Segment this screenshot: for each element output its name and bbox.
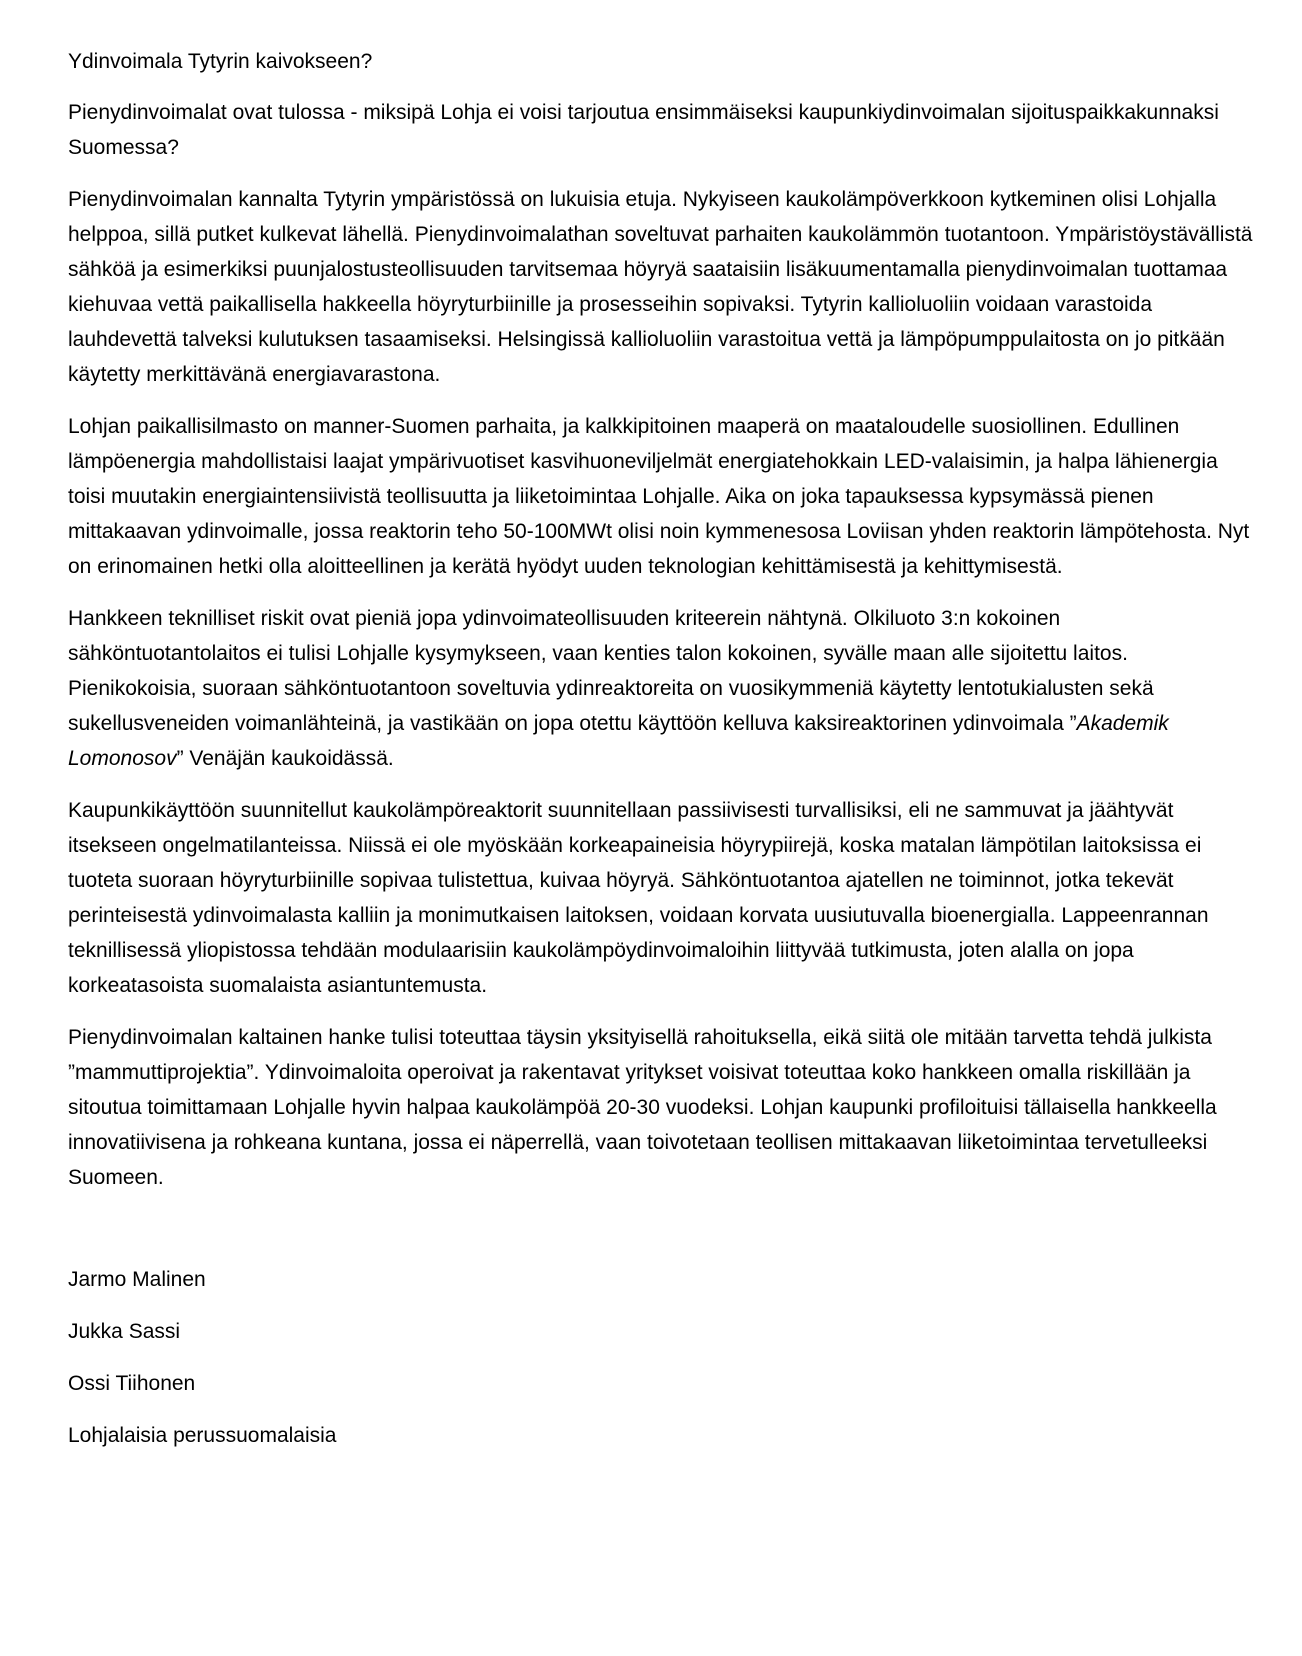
paragraph-risks-text-end: ” Venäjän kaukoidässä. — [176, 747, 394, 770]
signature-name: Jarmo Malinen — [68, 1268, 206, 1291]
paragraph-risks — [68, 601, 1258, 776]
paragraph-funding: Pienydinvoimalan kaltainen hanke tulisi toteuttaa täysin yksityisellä rahoituksella, eikä siitä ole mitään tarvetta tehdä julkista ”mammuttiprojektia”. Ydinvoimaloita operoivat ja rakentavat yritykset voisivat toteuttaa koko hankkeen omalla riskillään ja sitoutua toimittamaan Lohjalle hyvin halpaa kaukolämpöä 20-30 vuodeksi. Lohjan kaupunki profiloituisi tällaisella hankkeella innovatiivisena ja rohkeana kuntana, jossa ei näperrellä, vaan toivotetaan teollisen mittakaavan liiketoimintaa tervetulleeksi Suomeen. — [68, 1026, 1217, 1189]
paragraph-benefits: Pienydinvoimalan kannalta Tytyrin ympäristössä on lukuisia etuja. Nykyiseen kaukolämpöverkkoon kytkeminen olisi Lohjalla helppoa, sillä putket kulkevat lähellä. Pienydinvoimalathan soveltuvat parhaiten kaukolämmön tuotantoon. Ympäristöystävällistä sähköä ja esimerkiksi puunjalostusteollisuuden tarvitsemaa höyryä saataisiin lisäkuumentamalla pienydinvoimalan tuottamaa kiehuvaa vettä paikallisella hakkeella höyryturbiinille ja prosesseihin sopivaksi. Tytyrin kallioluoliin voidaan varastoida lauhdevettä talveksi kulutuksen tasaamiseksi. Helsingissä kallioluoliin varastoitua vettä ja lämpöpumppulaitosta on jo pitkään käytetty merkittävänä energiavarastona. — [68, 188, 1253, 386]
signature-block — [68, 1262, 1258, 1453]
document-title: Ydinvoimala Tytyrin kaivokseen? — [68, 50, 373, 73]
paragraph-climate: Lohjan paikallisilmasto on manner-Suomen parhaita, ja kalkkipitoinen maaperä on maataloudelle suosiollinen. Edullinen lämpöenergia mahdollistaisi laajat ympärivuotiset kasvihuoneviljelmät energiatehokkain LED-valaisimin, ja halpa lähienergia toisi muutakin energiaintensiivistä teollisuutta ja liiketoimintaa Lohjalle. Aika on joka tapauksessa kypsymässä pienen mittakaavan ydinvoimalle, jossa reaktorin teho 50-100MWt olisi noin kymmenesosa Loviisan yhden reaktorin lämpötehosta. Nyt on erinomainen hetki olla aloitteellinen ja kerätä hyödyt uuden teknologian kehittämisestä ja kehittymisestä. — [68, 415, 1250, 578]
paragraph-reactors: Kaupunkikäyttöön suunnitellut kaukolämpöreaktorit suunnitellaan passiivisesti turvallisiksi, eli ne sammuvat ja jäähtyvät itsekseen ongelmatilanteissa. Niissä ei ole myöskään korkeapaineisia höyrypiirejä, koska matalan lämpötilan laitoksissa ei tuoteta suoraan höyryturbiinille sopivaa tulistettua, kuivaa höyryä. Sähköntuotantoa ajatellen ne toiminnot, jotka tekevät perinteisestä ydinvoimalasta kalliin ja monimutkaisen laitoksen, voidaan korvata uusiutuvalla bioenergialla. Lappeenrannan teknillisessä yliopistossa tehdään modulaarisiin kaukolämpöydinvoimaloihin liittyvää tutkimusta, joten alalla on jopa korkeatasoista suomalaista asiantuntemusta. — [68, 799, 1209, 997]
paragraph-risks-text-start: Hankkeen teknilliset riskit ovat pieniä jopa ydinvoimateollisuuden kriteerein nähtynä. Olkiluoto 3:n kokoinen sähköntuotantolaitos ei tulisi Lohjalle kysymykseen, vaan kenties talon kokoinen, syvälle maan alle sijoitettu laitos. Pienikokoisia, suoraan sähköntuotantoon soveltuvia ydinreaktoreita on vuosikymmeniä käytetty lentotukialusten sekä sukellusveneiden voimanlähteinä, ja vastikään on jopa otettu käyttöön kelluva kaksireaktorinen ydinvoimala ” — [68, 607, 1154, 735]
ship-name: Akademik Lomonosov — [68, 712, 1169, 770]
paragraph-intro: Pienydinvoimalat ovat tulossa - miksipä Lohja ei voisi tarjoutua ensimmäiseksi kaupunkiydinvoimalan sijoituspaikkakunnaksi Suomessa? — [68, 101, 1219, 159]
signature-group: Lohjalaisia perussuomalaisia — [68, 1424, 337, 1447]
document-page — [68, 44, 1258, 1470]
signature-name: Jukka Sassi — [68, 1320, 181, 1343]
signature-name: Ossi Tiihonen — [68, 1372, 196, 1395]
